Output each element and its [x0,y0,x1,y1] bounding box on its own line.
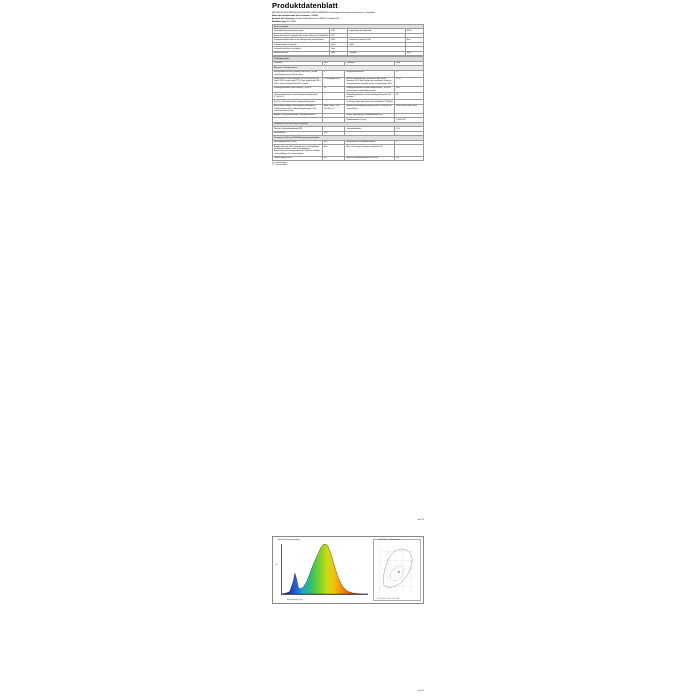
cell-value-1: 6 [322,70,345,77]
cell-value: Nein [330,42,348,46]
cell-param-1: Nutzlichtstrom (Φuse) mit Angabe, ob es sich bei Wert um Kugel- (360°), breiten Kegel- (120°) oder engen Kegel- (90°) Wert in einem schmalen Kegel (90°) handelt [274,78,321,85]
col-header-parameter-2: Parameter [345,61,395,65]
col-header-parameter-1: Parameter [273,61,323,65]
cell-label: Verwendete Beleuchtungstechnologie: [273,29,330,33]
cell-value-2: 0,463 0,420 [395,118,424,122]
cie-title: CIE 1931 x y Chromatizität [379,540,401,542]
col-header-value-1: Wert [322,61,345,65]
cell-param-1: Leistungsaufnahme im Ein-Zustand (P_on) in W [273,86,323,93]
cell-param-1: Angabe zu einer gleichwertigen Leistungsaufnahme? [273,113,323,117]
table-row [273,156,424,160]
cell-label: Blendschutzschild: [273,51,330,55]
cell-value: LED [330,29,348,33]
spd-ylabel: rel. [275,565,278,566]
flicker-section-label: Parameter für LED- und OLED-Netzspannungslichtquellen [273,136,424,140]
cell-value-2: NDLS [405,29,423,33]
cell-value-1: 0,0 [322,156,345,160]
cell-value-2: - [405,42,423,46]
cell-param-2: Hilfs- und sonstige Leistungen aufnehmen (W) [345,145,395,156]
footnote-2: (**) = nicht zutreffend [272,165,287,167]
spd-plot-area [281,544,368,595]
table-row [273,145,424,156]
supplier-name-label: Name oder Handelsmarke des Lieferanten: [272,14,311,17]
product-parameters-band-label: Produktparameter [273,57,424,61]
cell-param-2: Metrik für Stroboskopeffekte (Pstro SVM) [345,156,395,160]
cell-param-1: Leistungsaufnahme im vernetzten Bereitschaftszustand (P_net) in W [273,93,323,100]
cell-value-1: 5,0 [322,86,345,93]
cell-label: Farbabstimmbare Lichtquelle: [273,42,330,46]
dimension-headers: Höhe | Breite | Tiefe [323,105,340,108]
cell-value-1 [322,104,345,113]
cell-value-1: 0,98 [322,131,345,135]
cell-param-1: Flimmer-Metrik/Pst LM [273,156,323,160]
table-row [273,93,424,100]
table-row [273,104,424,113]
cell-param-2: Lebensdauerfaktor [345,127,395,131]
general-parameters-label: Allgemeine Produktparameter [273,66,424,70]
supplier-address-label: Anschrift des Lieferanten: [272,17,296,20]
cell-param-1: Äußere Abmessungen, ohne separates Betriebsgerät, Lichtsteuerteile und nicht beleuchtungsbezogene Teile (sofern vorhanden) (mm) [273,104,323,113]
cell-value-2: 6 [395,140,424,144]
cell-value-2: Nein [405,51,423,55]
cell-label: Lichtquelle mit hoher Leuchtdichte: [273,47,330,51]
cell-value-1: - [322,93,345,100]
cell-value-2: - [395,113,424,117]
cell-value-1: 510 lm Angabe (360°) [322,77,345,86]
cell-param-2: im Zahl gerundet, oder Spanne der einstellbaren CRI-Werte [345,100,395,104]
cell-param-1: Für CLS in W, auf die zweite Dezimalstelle gerundet [273,100,323,104]
cell-param-1: Energieverbrauch im Ein-Zustand (kWh/1000 h), auf die nächstliegende ganze Zahl gerundet [273,70,323,77]
cell-label: Netzspannung/Netz direkt an der Netzspannung angeschlossen: [273,38,330,42]
cie-xticks: 0,20 0,30 0,40 0,50 0,60 [377,598,400,600]
model-label: Modellkennung: [272,20,287,23]
cell-param-1: Lichtstromwert [273,131,323,135]
cell-label: Art des Sockels der Lichtquelle (oder andere elektrische Schnittstelle): [274,34,329,37]
cell-label-2: Hülle: [348,42,405,46]
cell-param-2: Farbkoordinaten (x und y) [345,118,395,122]
charts-container [272,536,424,604]
spectral-distribution-chart [275,539,370,601]
footnote-1: (*) = nicht zutreffend [272,163,287,165]
cell-param-2: Farbkonsistenz in MacAdam-Ellipsen [345,140,395,144]
cell-label-2: ungebündelt oder gebündelt: [348,29,405,33]
supplier-address-value: Phobis GmbH, Brehmstr. 56 48230, Düsseldorf, DE [295,17,340,20]
cell-param-2: Leistungsaufnahme im Bereitschaftszustand (P_sb) in W, auf die zweite Dezimalstelle gerundet [345,86,395,93]
datasheet-sheet [272,0,424,167]
cell-value-2: 1,00 [395,127,424,131]
page-note-1: seite 1/2 [417,519,424,521]
cell-param-1: Angabe, dass eine LED-Lichtquelle eine Leuchtstofflampe mit bestimmter Farbe ersetzt und aufgedruckte Bezeichnung der Leistungsaufnahme (in W) einer ersetzten Leuchtstofflampe ohne Vorschaltgerät [273,145,323,156]
spd-curve-svg [282,544,368,594]
cell-value-2 [395,145,424,156]
cell-value-1: - [322,113,345,117]
cell-value-2: F [395,70,424,77]
cell-param-2: Energieeffizienzklasse [345,70,395,77]
spd-xlabel: Wellenlänge (nm) [287,599,303,601]
spd-title: Spektrale Strahlungsverteilung [278,539,300,541]
product-parameters-table [272,56,424,161]
cell-value-1: Nein [322,145,345,156]
cell-value-2: 82 [395,93,424,100]
page-title: Produktdatenblatt [272,1,338,10]
col-header-value-2: Wert [395,61,424,65]
cell-param-1: Wert des Farbwiedergabeindex (R9) [273,127,323,131]
cie-data-point [398,571,399,572]
supplier-name-value: OSRAM [310,14,318,17]
cell-value-2: 0,0 [395,156,424,160]
cell-param-1: Verschiebungsfaktor (cos φ1) [273,140,323,144]
cie-diagram-svg [374,540,420,600]
page-note-2: seite 2/2 [417,690,424,692]
cell-value: Nein [330,47,348,51]
model-value: KL173B-A [287,20,296,23]
cell-param-2: Falls ja, gleichwertige Leistungsaufnahme (W) [345,113,395,117]
table-row [273,70,424,77]
table-row [273,51,424,55]
cell-param-2: Spektrale Strahlungsverteilung im Bereich 250 nm bis 800 nm bei Vollast [345,104,395,113]
cell-label-2: Vernetzte Lichtquelle (CLS): [348,38,405,42]
regulation-intro: REQUIERTE VERORDNUNG (EU) 2019/2015 DER KOMMISSION zur Energieverbrauchskennzeichnung von Lichtquellen [272,11,375,14]
light-source-table [272,24,424,56]
cell-value-2: Nein [405,38,423,42]
charts-inner [275,539,421,601]
table-row [273,77,424,86]
footnotes [272,163,424,167]
cell-value-1: 0,60 [322,140,345,144]
cell-label-2: Dimmbar: [348,51,405,55]
dimension-values: 128 | 64 | 64 [323,107,334,110]
cell-param-2: Farbwiedergabeindex, auf die nächstliegende ganze Zahl gerundet [345,93,395,100]
cell-value: E27 [330,33,348,37]
cell-value: MLS [330,38,348,42]
led-section-label: Parameter für LED- und OLED-Lichtquellen [273,122,424,126]
cell-value-2: Siehe Bild auf letzter Seite [395,104,424,113]
table-row [273,86,424,93]
light-source-section-label: Art der Lichtquelle [273,24,424,28]
spd-spectrum-fill [282,544,368,594]
cell-param-2: Ähnliche Farbtemperatur, gerundet auf die nächste liegenden 100 K, oder Spanne der einstellbaren ähnlichen Farbtemperaturen, gerundet auf die nächstliegenden 100 K [345,77,395,86]
cell-value-2: 2.700 [395,77,424,86]
cell-value-2: 0,00 [395,86,424,93]
cell-value: Nein [330,51,348,55]
cie-chromaticity-chart [373,539,421,601]
